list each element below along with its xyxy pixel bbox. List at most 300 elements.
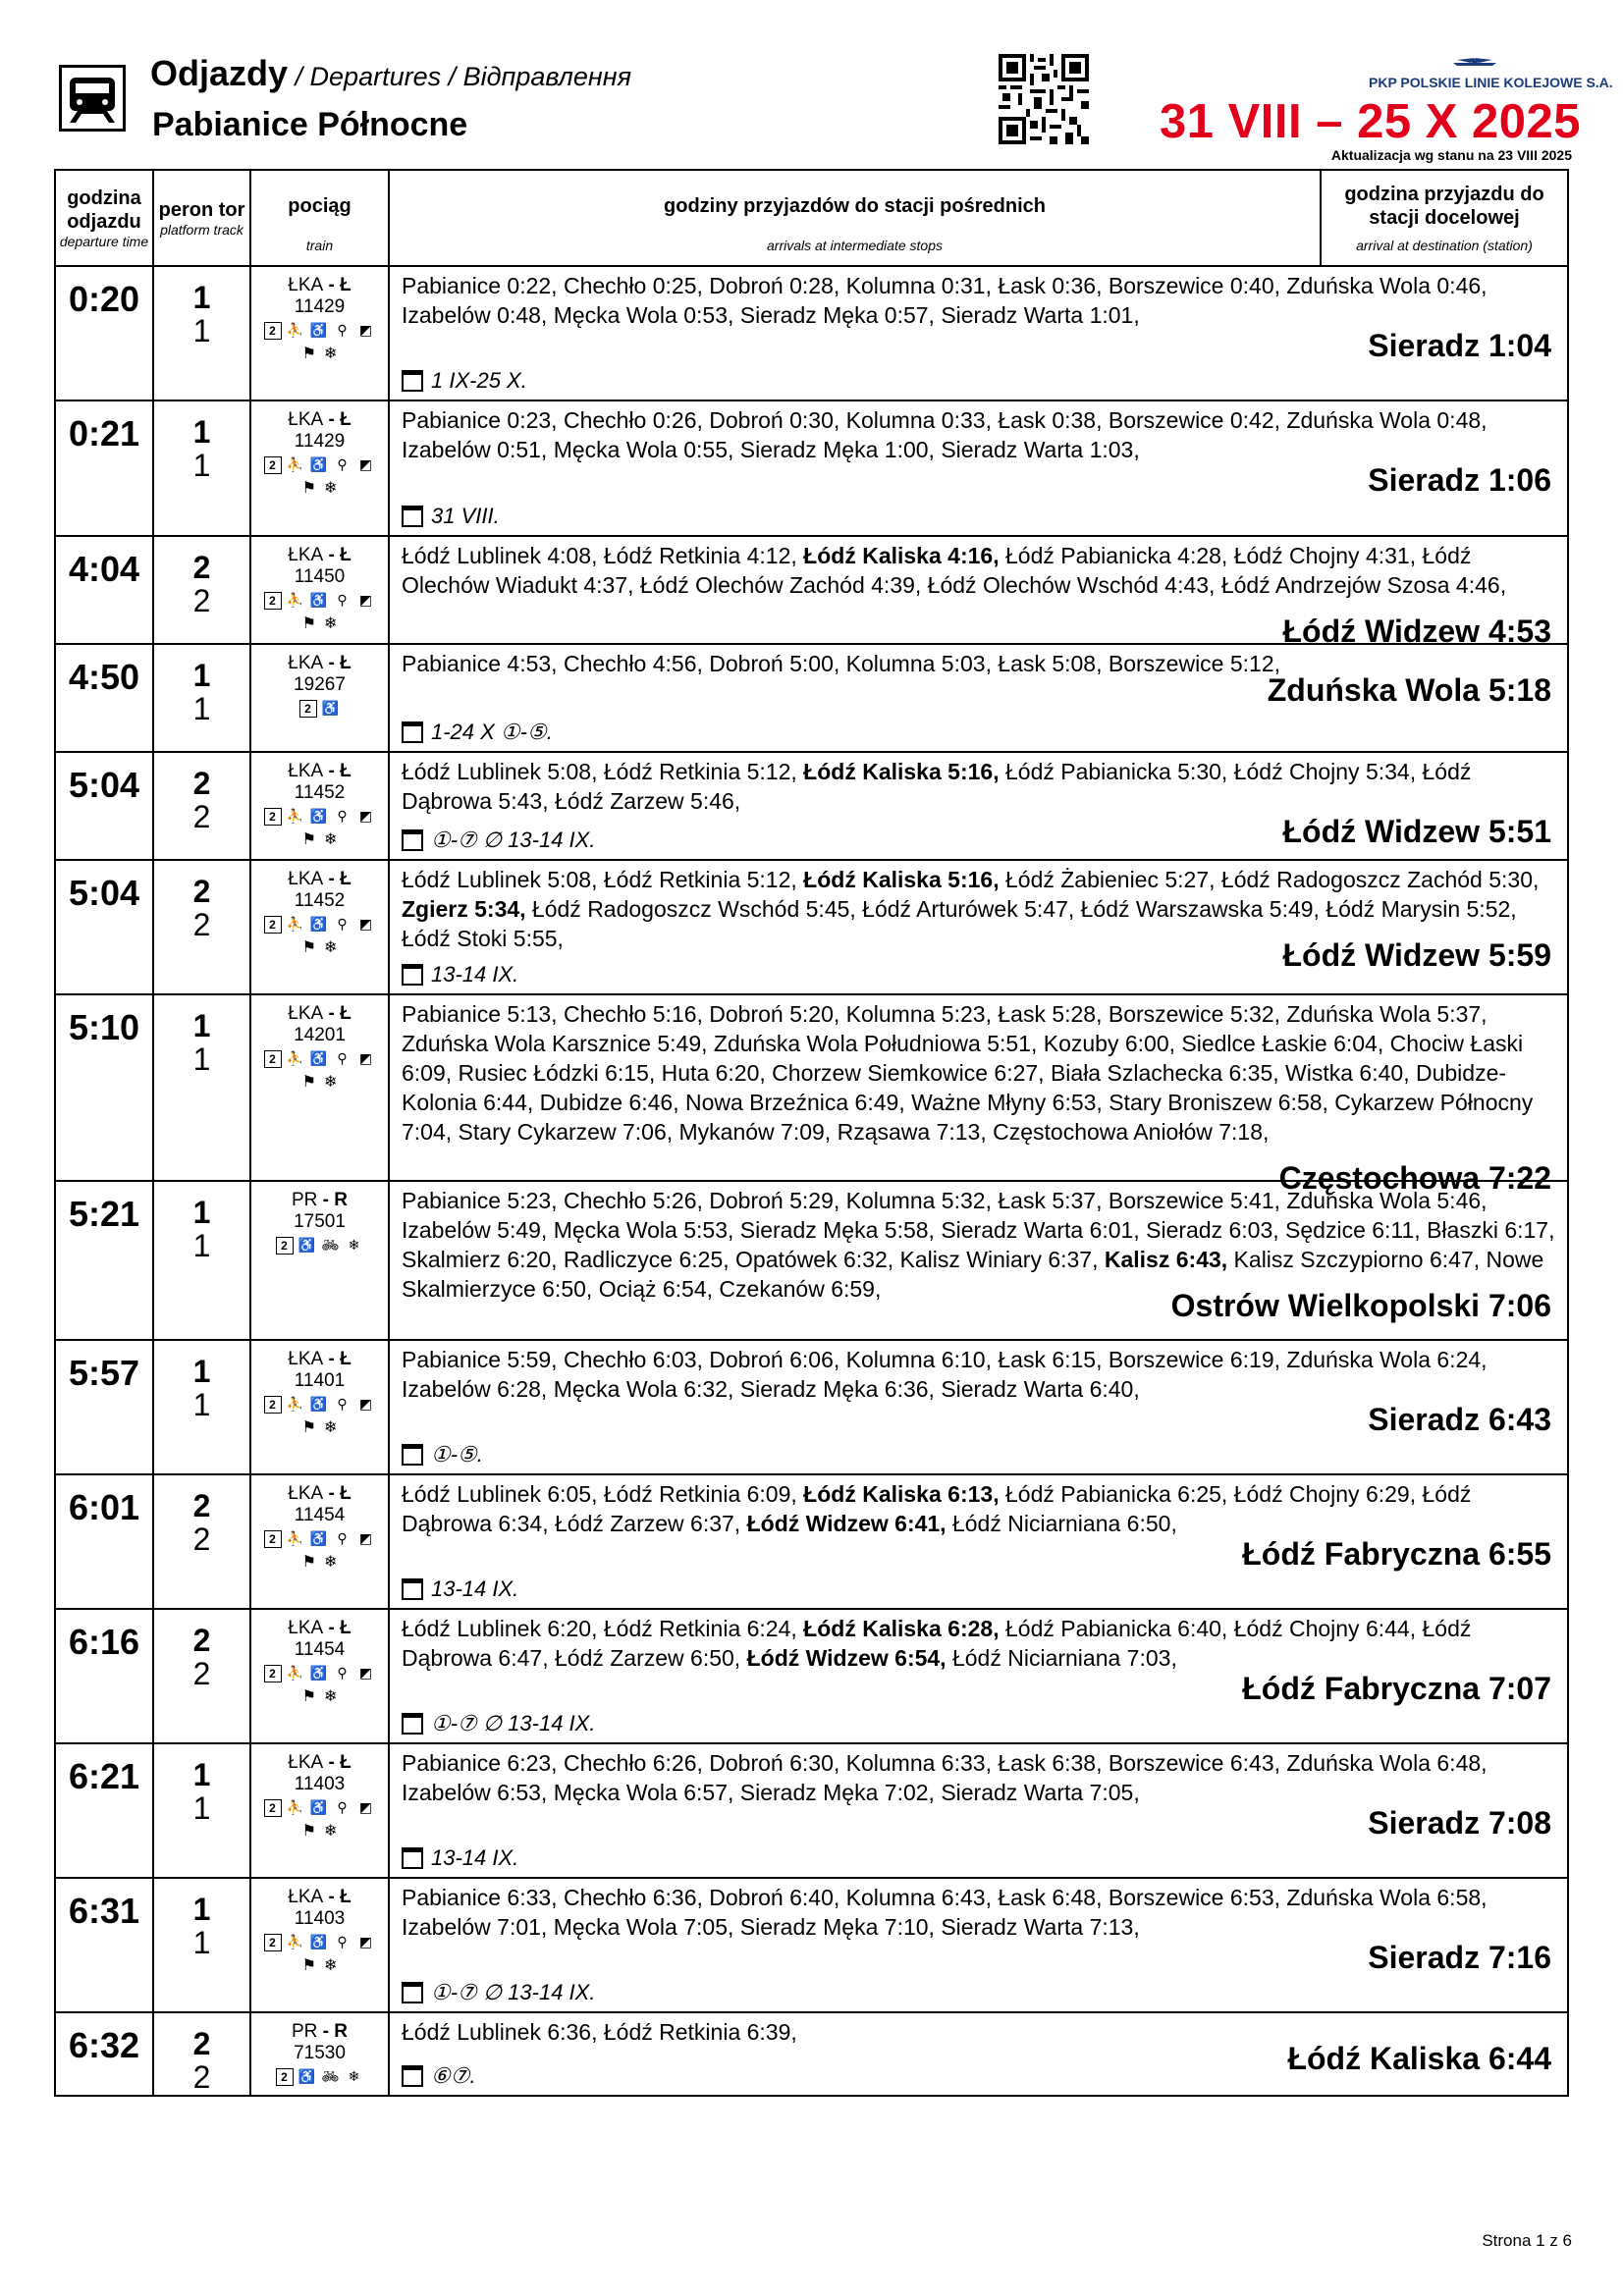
train-features-2 [251, 344, 388, 365]
table-row [56, 1610, 1567, 1744]
platform-number: 1 [192, 1008, 211, 1043]
wheelchair-icon: ♿ [298, 2068, 316, 2084]
train-features [251, 1799, 388, 1817]
carrier-category: ŁKA - Ł [288, 1483, 352, 1504]
calendar-icon [402, 506, 423, 527]
col-stops-label: godziny przyjazdów do stacji pośrednich [664, 195, 1046, 217]
departure-time: 5:04 [56, 861, 154, 993]
carrier-category: ŁKA - Ł [288, 1887, 352, 1907]
train-features-2 [251, 1686, 388, 1708]
train-number: 11401 [294, 1370, 346, 1391]
baby-care-icon: ⚑ [301, 1554, 316, 1571]
stops-cell [390, 2013, 1567, 2095]
col-dest-label: godzina przyjazdu do stacji docelowej [1344, 184, 1544, 229]
train-features-2 [251, 1552, 388, 1574]
platform-number: 1 [192, 280, 211, 315]
destination: Łódź Fabryczna 7:07 [1242, 1671, 1551, 1706]
train-info [251, 537, 390, 643]
second-class-icon: 2 [264, 592, 282, 610]
train-number: 71530 [294, 2043, 346, 2063]
platform-track [154, 1879, 251, 2011]
carrier-category: ŁKA - Ł [288, 545, 352, 565]
intermediate-stops: Pabianice 0:23, Chechło 0:26, Dobroń 0:30, Kolumna 0:33, Łask 0:38, Borszewice 0:42, Zduńska Wola 0:48, Izabelów 0:51, Męcka Wola 0:55, Sieradz Męka 1:00, Sieradz Warta 1:03, [402, 407, 1488, 462]
platform-number: 1 [192, 658, 211, 693]
destination: Sieradz 7:08 [1368, 1805, 1551, 1841]
track-number: 1 [192, 448, 211, 483]
destination: Sieradz 1:04 [1368, 328, 1551, 363]
calendar-icon [402, 964, 423, 986]
carrier-category: ŁKA - Ł [288, 761, 352, 781]
train-features-2 [251, 937, 388, 959]
stops-cell [390, 1610, 1567, 1742]
running-days [402, 2063, 476, 2089]
stops-cell [390, 753, 1567, 859]
second-class-icon: 2 [264, 916, 282, 934]
running-days [402, 1980, 595, 2005]
train-info [251, 1182, 390, 1339]
col-train [251, 171, 390, 265]
wheelchair-icon: ♿ [309, 916, 328, 932]
col-time-label-en: departure time [59, 234, 149, 249]
air-conditioning-icon: ❄ [323, 1074, 338, 1091]
table-row [56, 645, 1567, 753]
carrier-category: ŁKA - Ł [288, 1752, 352, 1773]
stops-cell [390, 1879, 1567, 2011]
train-info [251, 861, 390, 993]
train-features-2 [251, 1417, 388, 1439]
wifi-icon: ◩ [358, 1934, 373, 1949]
wheelchair-icon: ♿ [309, 1934, 328, 1949]
platform-track [154, 537, 251, 643]
stops-cell [390, 1341, 1567, 1473]
platform-track [154, 1341, 251, 1473]
destination: Zduńska Wola 5:18 [1267, 672, 1551, 708]
destination: Łódź Widzew 5:59 [1282, 937, 1551, 973]
title-subtitle: / Departures / Відправлення [288, 62, 632, 91]
calendar-icon [402, 1444, 423, 1466]
second-class-icon: 2 [264, 1396, 282, 1414]
train-features [251, 1530, 388, 1548]
wheelchair-icon: ♿ [309, 1530, 328, 1546]
col-train-label: pociąg [288, 195, 352, 217]
platform-number: 2 [192, 550, 211, 585]
accessible-boarding-icon: ⛹ [286, 1050, 304, 1066]
departure-time: 0:20 [56, 267, 154, 400]
platform-number: 1 [192, 1354, 211, 1389]
platform-track [154, 267, 251, 400]
train-info [251, 1341, 390, 1473]
carrier-category: ŁKA - Ł [288, 1618, 352, 1638]
track-number: 2 [192, 799, 211, 834]
accessible-boarding-icon: ♿ [321, 700, 340, 716]
running-days [402, 504, 500, 529]
operator-name: PKP POLSKIE LINIE KOLEJOWE S.A. [1369, 75, 1613, 90]
bicycle-icon: ⚲ [337, 1665, 348, 1681]
intermediate-stops: Pabianice 5:59, Chechło 6:03, Dobroń 6:06, Kolumna 6:10, Łask 6:15, Borszewice 6:19, Zduńska Wola 6:24, Izabelów 6:28, Męcka Wola 6:32, Sieradz Męka 6:36, Sieradz Warta 6:40, [402, 1347, 1488, 1402]
col-time-label: godzina odjazdu [67, 187, 141, 233]
accessible-boarding-icon: ⛹ [286, 808, 304, 824]
destination: Łódź Fabryczna 6:55 [1242, 1536, 1551, 1572]
destination: Sieradz 1:06 [1368, 462, 1551, 498]
platform-track [154, 1610, 251, 1742]
train-number: 11403 [294, 1774, 346, 1794]
intermediate-stops: Pabianice 6:33, Chechło 6:36, Dobroń 6:40, Kolumna 6:43, Łask 6:48, Borszewice 6:53, Zduńska Wola 6:58, Izabelów 7:01, Męcka Wola 7:05, Sieradz Męka 7:10, Sieradz Warta 7:13, [402, 1885, 1488, 1940]
wifi-icon: ◩ [358, 1050, 373, 1066]
qr-code-icon[interactable] [999, 54, 1089, 144]
train-number: 14201 [294, 1025, 346, 1045]
wheelchair-icon: ♿ [309, 592, 328, 608]
running-days [402, 1711, 595, 1736]
train-features [251, 1934, 388, 1951]
destination: Łódź Kaliska 6:44 [1287, 2041, 1551, 2076]
track-number: 1 [192, 691, 211, 726]
stops-cell [390, 267, 1567, 400]
bicycle-icon: ⚲ [337, 456, 348, 472]
bicycle-icon: ⚲ [337, 808, 348, 824]
bicycle-icon: ⚲ [337, 1934, 348, 1949]
table-header [56, 171, 1567, 267]
stops-cell [390, 537, 1567, 649]
baby-care-icon: ⚑ [301, 1419, 316, 1436]
wifi-icon: ◩ [358, 592, 373, 608]
destination: Sieradz 6:43 [1368, 1402, 1551, 1437]
table-row [56, 537, 1567, 649]
air-conditioning-icon: ❄ [323, 480, 338, 497]
air-conditioning-icon: ❄ [323, 1419, 338, 1436]
bicycle-icon: ⚲ [337, 916, 348, 932]
intermediate-stops: Łódź Lublinek 6:20, Łódź Retkinia 6:24, Łódź Kaliska 6:28, Łódź Pabianicka 6:40, Łódź Chojny 6:44, Łódź Dąbrowa 6:47, Łódź Zarzew 6:50, Łódź Widzew 6:54, Łódź Niciarniana 7:03, [402, 1616, 1472, 1671]
wifi-icon: ◩ [358, 1396, 373, 1412]
platform-track [154, 1182, 251, 1339]
table-row [56, 753, 1567, 861]
running-days-text: ①-⑦ ∅ 13-14 IX. [431, 1711, 596, 1735]
train-info [251, 401, 390, 535]
wheelchair-icon: ♿ [309, 1799, 328, 1815]
platform-number: 2 [192, 874, 211, 909]
col-dest-label-en: arrival at destination (station) [1356, 238, 1533, 253]
intermediate-stops: Łódź Lublinek 4:08, Łódź Retkinia 4:12, Łódź Kaliska 4:16, Łódź Pabianicka 4:28, Łódź Chojny 4:31, Łódź Olechów Wiadukt 4:37, Łódź Olechów Zachód 4:39, Łódź Olechów Wschód 4:43, Łódź Andrzejów Szosa 4:46, [402, 543, 1507, 598]
train-number: 11452 [294, 782, 346, 803]
carrier-category: ŁKA - Ł [288, 1349, 352, 1369]
intermediate-stops: Łódź Lublinek 6:05, Łódź Retkinia 6:09, Łódź Kaliska 6:13, Łódź Pabianicka 6:25, Łódź Chojny 6:29, Łódź Dąbrowa 6:34, Łódź Zarzew 6:37, Łódź Widzew 6:41, Łódź Niciarniana 6:50, [402, 1481, 1472, 1536]
train-features-2 [251, 1955, 388, 1977]
track-number: 2 [192, 583, 211, 618]
track-number: 1 [192, 1790, 211, 1826]
train-features [251, 322, 388, 340]
calendar-icon [402, 829, 423, 851]
platform-number: 1 [192, 1195, 211, 1230]
wheelchair-icon: ♿ [309, 808, 328, 824]
bicycle-icon: ⚲ [337, 592, 348, 608]
train-features [251, 1050, 388, 1068]
platform-track [154, 1475, 251, 1608]
table-row [56, 267, 1567, 401]
platform-track [154, 645, 251, 751]
accessible-boarding-icon: ⛹ [286, 916, 304, 932]
wheelchair-icon: ♿ [309, 1396, 328, 1412]
destination: Łódź Widzew 5:51 [1282, 814, 1551, 849]
platform-number: 1 [192, 1892, 211, 1927]
train-features [251, 592, 388, 610]
running-days-text: 1-24 X ①-⑤. [431, 720, 553, 744]
second-class-icon: 2 [264, 1799, 282, 1817]
train-info [251, 1879, 390, 2011]
col-train-label-en: train [305, 238, 334, 253]
bicycle-icon: ⚲ [337, 1530, 348, 1546]
wheelchair-icon: ♿ [309, 456, 328, 472]
second-class-icon: 2 [264, 1665, 282, 1682]
col-platform [154, 171, 251, 265]
table-row [56, 1182, 1567, 1341]
platform-track [154, 401, 251, 535]
air-conditioning-icon: ❄ [323, 346, 338, 362]
platform-number: 2 [192, 1623, 211, 1658]
train-number: 11452 [294, 890, 346, 911]
wifi-icon: ◩ [358, 322, 373, 338]
baby-care-icon: ⚑ [301, 939, 316, 956]
departure-time: 0:21 [56, 401, 154, 535]
intermediate-stops: Pabianice 5:13, Chechło 5:16, Dobroń 5:20, Kolumna 5:23, Łask 5:28, Borszewice 5:32, Zduńska Wola 5:37, Zduńska Wola Karsznice 5:49, Zduńska Wola Południowa 5:51, Kozuby 6:00, Siedlce Łaskie 6:04, Chociw Łaski 6:09, Rusiec Łódzki 6:15, Huta 6:20, Chorzew Siemkowice 6:27, Biała Szlachecka 6:35, Wistka 6:40, Dubidze-Kolonia 6:44, Dubidze 6:46, Nowa Brzeźnica 6:49, Ważne Młyny 6:53, Stary Broniszew 6:58, Cykarzew Północny 7:04, Stary Cykarzew 7:06, Mykanów 7:09, Rząsawa 7:13, Częstochowa Aniołów 7:18, [402, 1001, 1534, 1145]
table-row [56, 1475, 1567, 1610]
running-days-text: 13-14 IX. [431, 1845, 519, 1870]
bicycle-icon: ⚲ [337, 1799, 348, 1815]
calendar-icon [402, 721, 423, 743]
platform-number: 1 [192, 1757, 211, 1792]
intermediate-stops: Łódź Lublinek 6:36, Łódź Retkinia 6:39, [402, 2019, 797, 2045]
platform-track [154, 861, 251, 993]
col-platform-label: peron tor [158, 199, 245, 221]
col-departure-time [56, 171, 154, 265]
baby-care-icon: ⚑ [301, 346, 316, 362]
running-days [402, 1576, 518, 1602]
train-number: 19267 [294, 674, 346, 695]
second-class-icon: 2 [276, 1237, 294, 1255]
baby-care-icon: ⚑ [301, 1074, 316, 1091]
train-features-2 [251, 1821, 388, 1842]
carrier-category: PR - R [291, 1190, 349, 1210]
train-features [251, 1396, 388, 1414]
train-features [251, 808, 388, 826]
running-days [402, 962, 518, 988]
bicycle-icon: 🚲︎ [321, 2068, 340, 2084]
intermediate-stops: Pabianice 5:23, Chechło 5:26, Dobroń 5:29, Kolumna 5:32, Łask 5:37, Borszewice 5:41, Zduńska Wola 5:46, Izabelów 5:49, Męcka Wola 5:53, Sieradz Męka 5:58, Sieradz Warta 6:01, Sieradz 6:03, Sędzice 6:11, Błaszki 6:17, Skalmierz 6:20, Radliczyce 6:25, Opatówek 6:32, Kalisz Winiary 6:37, Kalisz 6:43, Kalisz Szczypiorno 6:47, Nowe Skalmierzyce 6:50, Ociąż 6:54, Czekanów 6:59, [402, 1188, 1555, 1302]
destination: Sieradz 7:16 [1368, 1940, 1551, 1975]
running-days [402, 368, 527, 394]
train-features [251, 1665, 388, 1682]
destination: Częstochowa 7:22 [1278, 1160, 1551, 1196]
bicycle-icon: ⚲ [337, 1050, 348, 1066]
train-features-2 [251, 478, 388, 500]
running-days-text: 13-14 IX. [431, 962, 519, 987]
track-number: 1 [192, 1387, 211, 1422]
stops-cell [390, 995, 1567, 1196]
accessible-boarding-icon: ⛹ [286, 1530, 304, 1546]
platform-track [154, 753, 251, 859]
accessible-boarding-icon: ⛹ [286, 1799, 304, 1815]
wifi-icon: ◩ [358, 1530, 373, 1546]
col-destination [1322, 171, 1567, 265]
air-conditioning-icon: ❄ [323, 1554, 338, 1571]
bicycle-icon: ⚲ [337, 1396, 348, 1412]
departure-time: 5:04 [56, 753, 154, 859]
departure-time: 5:10 [56, 995, 154, 1180]
track-number: 2 [192, 2059, 211, 2095]
platform-track [154, 995, 251, 1180]
calendar-icon [402, 370, 423, 392]
calendar-icon [402, 1578, 423, 1600]
intermediate-stops: Łódź Lublinek 5:08, Łódź Retkinia 5:12, Łódź Kaliska 5:16, Łódź Żabieniec 5:27, Łódź Radogoszcz Zachód 5:30, Zgierz 5:34, Łódź Radogoszcz Wschód 5:45, Łódź Arturówek 5:47, Łódź Warszawska 5:49, Łódź Marysin 5:52, Łódź Stoki 5:55, [402, 867, 1540, 951]
second-class-icon: 2 [264, 1934, 282, 1951]
train-features [251, 1237, 388, 1255]
second-class-icon: 2 [264, 322, 282, 340]
departure-time: 5:21 [56, 1182, 154, 1339]
platform-number: 2 [192, 1488, 211, 1523]
platform-number: 2 [192, 766, 211, 801]
accessible-boarding-icon: ⛹ [286, 592, 304, 608]
train-features [251, 916, 388, 934]
platform-number: 2 [192, 2026, 211, 2061]
calendar-icon [402, 2065, 423, 2087]
air-conditioning-icon: ❄ [323, 831, 338, 848]
bicycle-icon: ⚲ [337, 322, 348, 338]
baby-care-icon: ⚑ [301, 1688, 316, 1705]
train-features [251, 700, 388, 718]
running-days-text: 13-14 IX. [431, 1576, 519, 1601]
title-main: Odjazdy [150, 53, 289, 93]
validity-date-range: 31 VIII – 25 X 2025 [1159, 95, 1581, 148]
carrier-category: ŁKA - Ł [288, 653, 352, 673]
intermediate-stops: Pabianice 4:53, Chechło 4:56, Dobroń 5:00, Kolumna 5:03, Łask 5:08, Borszewice 5:12, [402, 651, 1281, 676]
train-info [251, 1475, 390, 1608]
running-days [402, 1845, 518, 1871]
table-row [56, 1341, 1567, 1475]
platform-track [154, 2013, 251, 2095]
train-features [251, 2068, 388, 2086]
wheelchair-icon: ♿ [309, 1665, 328, 1681]
col-intermediate-stops [390, 171, 1322, 265]
accessible-boarding-icon: ⛹ [286, 1934, 304, 1949]
accessible-boarding-icon: ⛹ [286, 1665, 304, 1681]
train-info [251, 2013, 390, 2095]
baby-care-icon: ⚑ [301, 615, 316, 632]
air-conditioning-icon: ❄ [348, 1237, 360, 1253]
train-number: 11454 [294, 1505, 346, 1525]
train-logo-icon [59, 65, 126, 132]
track-number: 1 [192, 1925, 211, 1960]
table-body [56, 267, 1567, 2097]
carrier-category: PR - R [291, 2021, 349, 2042]
wifi-icon: ◩ [358, 808, 373, 824]
carrier-category: ŁKA - Ł [288, 1003, 352, 1024]
intermediate-stops: Pabianice 6:23, Chechło 6:26, Dobroń 6:30, Kolumna 6:33, Łask 6:38, Borszewice 6:43, Zduńska Wola 6:48, Izabelów 6:53, Męcka Wola 6:57, Sieradz Męka 7:02, Sieradz Warta 7:05, [402, 1750, 1488, 1805]
air-conditioning-icon: ❄ [323, 1688, 338, 1705]
track-number: 2 [192, 1522, 211, 1557]
baby-care-icon: ⚑ [301, 480, 316, 497]
air-conditioning-icon: ❄ [323, 1823, 338, 1840]
accessible-boarding-icon: ⛹ [286, 322, 304, 338]
train-features [251, 456, 388, 474]
running-days-text: ①-⑦ ∅ 13-14 IX. [431, 1980, 596, 2004]
train-info [251, 645, 390, 751]
stops-cell [390, 1744, 1567, 1877]
track-number: 2 [192, 907, 211, 942]
baby-care-icon: ⚑ [301, 831, 316, 848]
carrier-category: ŁKA - Ł [288, 275, 352, 295]
table-row [56, 1879, 1567, 2013]
train-info [251, 753, 390, 859]
train-info [251, 1610, 390, 1742]
train-info [251, 267, 390, 400]
train-number: 11450 [294, 566, 346, 587]
departure-time: 6:16 [56, 1610, 154, 1742]
train-features-2 [251, 614, 388, 635]
calendar-icon [402, 1847, 423, 1869]
intermediate-stops: Łódź Lublinek 5:08, Łódź Retkinia 5:12, Łódź Kaliska 5:16, Łódź Pabianicka 5:30, Łódź Chojny 5:34, Łódź Dąbrowa 5:43, Łódź Zarzew 5:46, [402, 759, 1472, 814]
air-conditioning-icon: ❄ [323, 615, 338, 632]
train-number: 11429 [294, 296, 346, 317]
wifi-icon: ◩ [358, 456, 373, 472]
platform-number: 1 [192, 414, 211, 450]
baby-care-icon: ⚑ [301, 1823, 316, 1840]
running-days-text: ⑥⑦. [431, 2063, 476, 2088]
destination: Ostrów Wielkopolski 7:06 [1170, 1288, 1551, 1323]
destination: Łódź Widzew 4:53 [1282, 614, 1551, 649]
stops-cell [390, 861, 1567, 993]
wifi-icon: ◩ [358, 916, 373, 932]
baby-care-icon: ⚑ [301, 1957, 316, 1974]
second-class-icon: 2 [264, 1530, 282, 1548]
calendar-icon [402, 1982, 423, 2003]
running-days-text: 31 VIII. [431, 504, 500, 528]
second-class-icon: 2 [264, 456, 282, 474]
intermediate-stops: Pabianice 0:22, Chechło 0:25, Dobroń 0:28, Kolumna 0:31, Łask 0:36, Borszewice 0:40, Zduńska Wola 0:46, Izabelów 0:48, Męcka Wola 0:53, Sieradz Męka 0:57, Sieradz Warta 1:01, [402, 273, 1488, 328]
departure-time: 6:31 [56, 1879, 154, 2011]
track-number: 1 [192, 1228, 211, 1263]
update-note: Aktualizacja wg stanu na 23 VIII 2025 [1330, 147, 1572, 163]
table-row [56, 995, 1567, 1196]
track-number: 1 [192, 1041, 211, 1077]
train-info [251, 1744, 390, 1877]
departure-time: 6:01 [56, 1475, 154, 1608]
train-number: 17501 [294, 1211, 346, 1232]
train-features-2 [251, 1072, 388, 1094]
bicycle-icon: 🚲︎ [321, 1237, 340, 1253]
wheelchair-icon: ♿ [298, 1237, 316, 1253]
departure-time: 6:32 [56, 2013, 154, 2095]
page-title [150, 53, 631, 94]
train-number: 11429 [294, 431, 346, 452]
carrier-category: ŁKA - Ł [288, 409, 352, 430]
departure-time: 4:04 [56, 537, 154, 643]
second-class-icon: 2 [299, 700, 317, 718]
table-row [56, 401, 1567, 537]
stops-cell [390, 401, 1567, 535]
second-class-icon: 2 [264, 1050, 282, 1068]
running-days-text: 1 IX-25 X. [431, 368, 527, 393]
train-features-2 [251, 829, 388, 851]
running-days [402, 828, 595, 853]
stops-cell [390, 1182, 1567, 1339]
track-number: 1 [192, 313, 211, 348]
platform-track [154, 1744, 251, 1877]
station-name: Pabianice Północne [152, 106, 468, 143]
train-info [251, 995, 390, 1180]
track-number: 2 [192, 1656, 211, 1691]
calendar-icon [402, 1713, 423, 1735]
stops-cell [390, 1475, 1567, 1608]
air-conditioning-icon: ❄ [323, 1957, 338, 1974]
col-platform-label-en: platform track [160, 222, 243, 238]
